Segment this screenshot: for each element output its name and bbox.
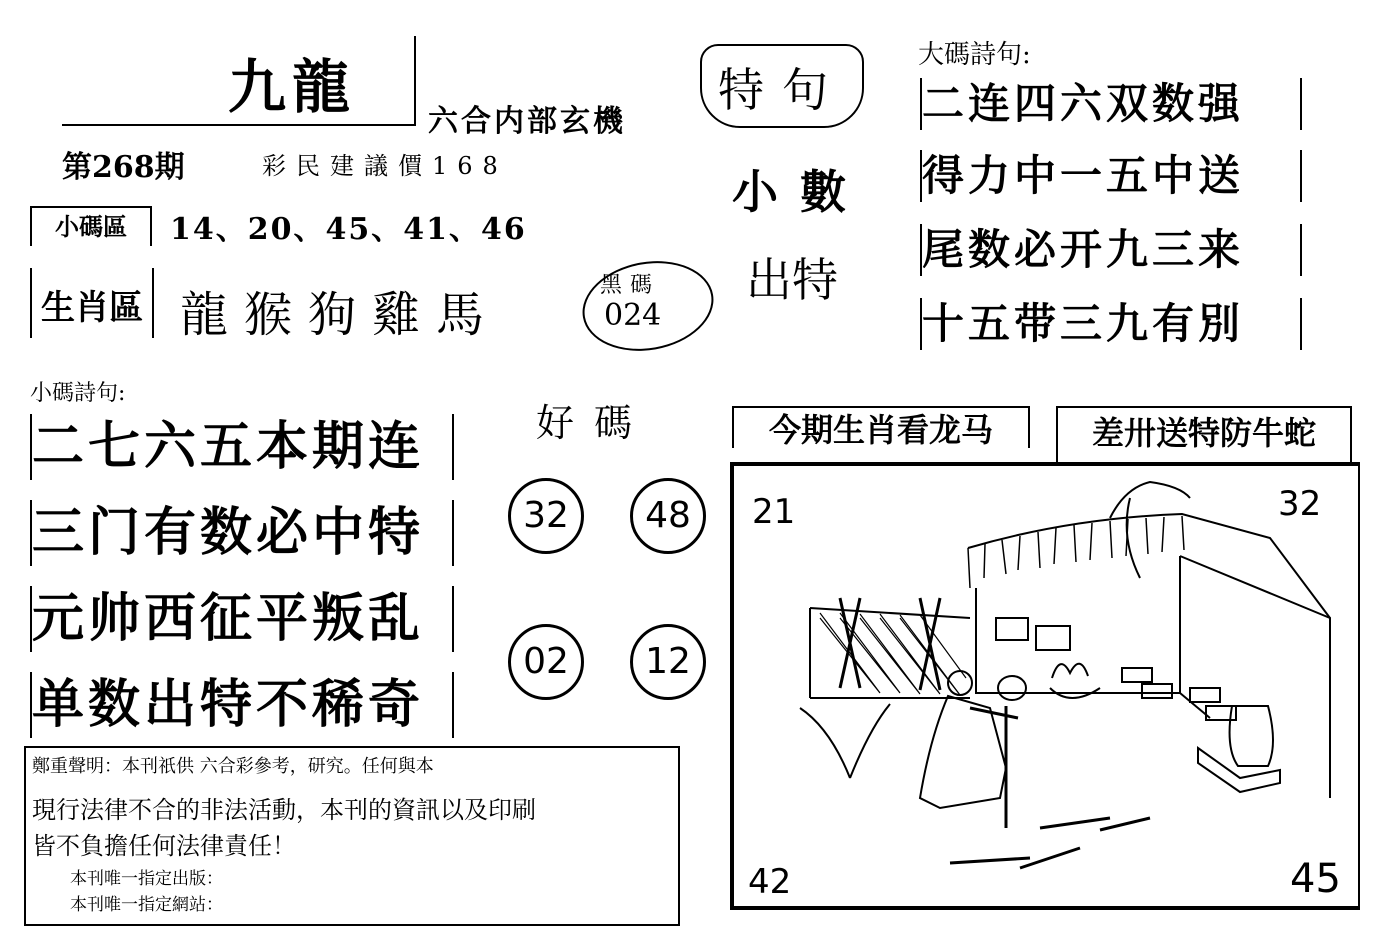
shrub xyxy=(800,704,890,778)
big-poem-line: 十五带三九有別 xyxy=(920,298,1302,350)
special-phrase-line1: 小數 xyxy=(732,165,868,219)
firewood xyxy=(950,818,1150,868)
page-subtitle: 六合内部玄機 xyxy=(428,104,626,139)
picture-corner-number: 45 xyxy=(1290,856,1341,902)
disclaimer-line: 皆不負擔任何法律責任！ xyxy=(32,832,296,860)
special-phrase-title: 特句 xyxy=(718,63,846,117)
good-code-circle: 02 xyxy=(508,624,584,700)
suggested-price: 彩民建議價168 xyxy=(262,152,508,180)
small-poem-label: 小碼詩句: xyxy=(30,381,126,406)
tree-branch xyxy=(1110,482,1190,578)
big-poem-line: 得力中一五中送 xyxy=(920,150,1302,202)
picture-corner-number: 21 xyxy=(752,492,796,532)
wall-window xyxy=(1036,626,1070,650)
big-poem-line: 二连四六双数强 xyxy=(920,78,1302,130)
good-code-circle: 48 xyxy=(630,478,706,554)
page-title: 九龍 xyxy=(228,53,357,121)
small-poem-line: 二七六五本期连 xyxy=(30,414,454,480)
roof-outline xyxy=(968,514,1330,618)
disclaimer-line: 現行法律不合的非法活動，本刊的資訊以及印刷 xyxy=(32,796,536,824)
disclaimer-line: 鄭重聲明：本刊祇供 六合彩參考，研究。任何與本 xyxy=(32,756,434,777)
small-poem-line: 单数出特不稀奇 xyxy=(30,672,454,738)
small-zone-numbers: 14、20、45、41、46 xyxy=(170,212,527,247)
thatch-strands xyxy=(968,516,1184,588)
good-codes-label: 好碼 xyxy=(536,401,653,445)
good-code-circle: 32 xyxy=(508,478,584,554)
big-poem-line: 尾数必开九三来 xyxy=(920,224,1302,276)
big-poem-label: 大碼詩句: xyxy=(918,40,1031,70)
small-poem-line: 元帅西征平叛乱 xyxy=(30,586,454,652)
picture-corner-number: 42 xyxy=(748,862,792,902)
stone-steps xyxy=(1198,748,1280,792)
courtyard-illustration xyxy=(770,478,1350,898)
black-code-number: 024 xyxy=(604,298,662,333)
pumpkin xyxy=(998,676,1026,700)
zodiac-tip: 今期生肖看龙马 xyxy=(732,406,1030,448)
picture-corner-number: 32 xyxy=(1278,484,1322,524)
good-code-circle: 12 xyxy=(630,624,706,700)
special-phrase-line2: 出特 xyxy=(746,253,838,307)
disclaimer-website: 本刊唯一指定網站： xyxy=(70,895,223,915)
issue-number: 第268期 xyxy=(62,150,185,185)
special-tip: 差卅送特防牛蛇 xyxy=(1056,406,1352,462)
small-poem-line: 三门有数必中特 xyxy=(30,500,454,566)
wall-window xyxy=(996,618,1028,640)
zodiac-zone-label: 生肖區 xyxy=(30,268,154,338)
zodiac-zone-animals: 龍猴狗雞馬 xyxy=(180,287,501,343)
small-zone-label: 小碼區 xyxy=(30,206,152,246)
disclaimer-publisher: 本刊唯一指定出版： xyxy=(70,869,223,889)
black-code-label: 黑碼 xyxy=(600,273,661,298)
